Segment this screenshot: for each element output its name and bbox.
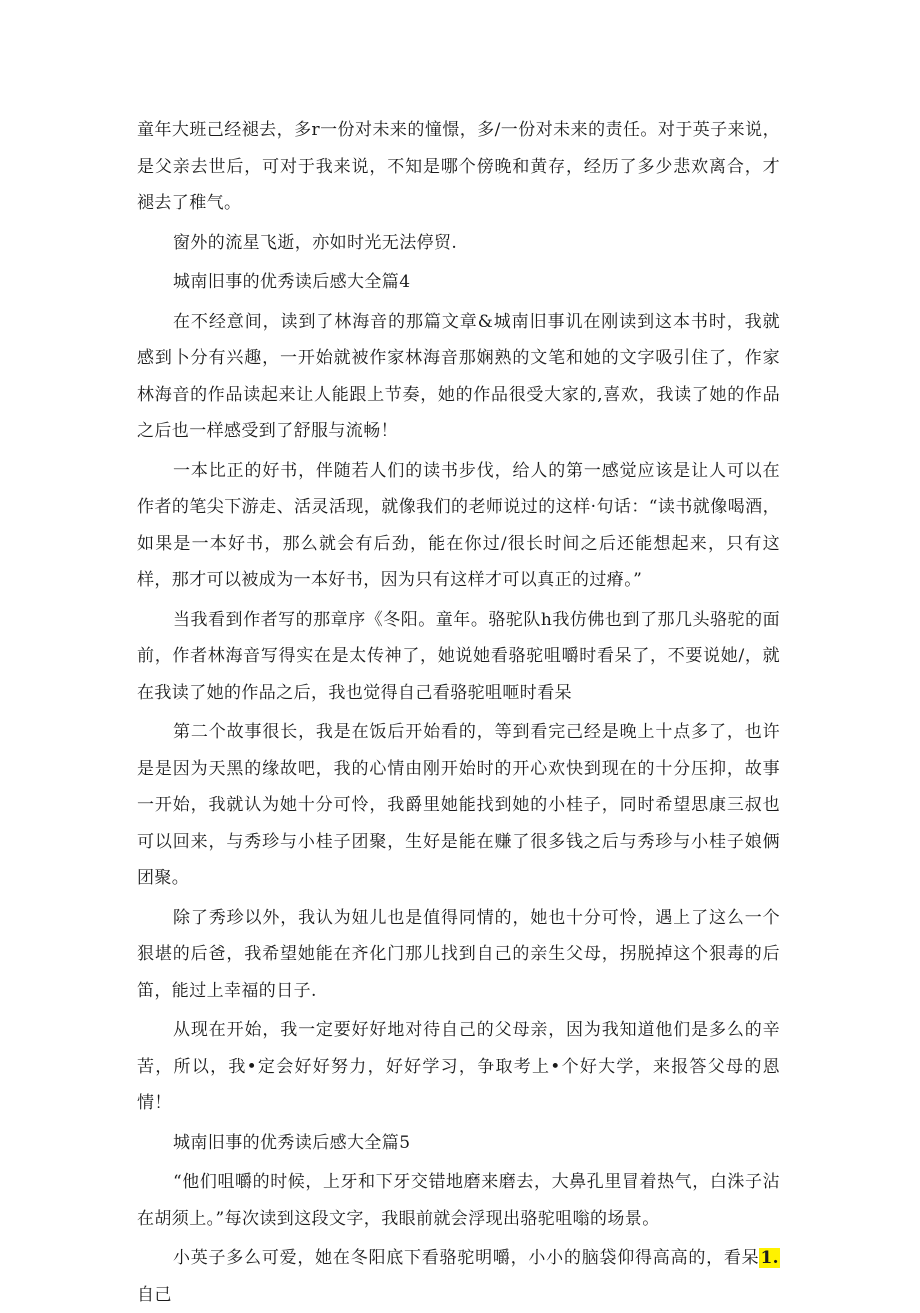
paragraph-camel-quote: “他们咀嚼的时候，上牙和下牙交错地磨来磨去，大鼻孔里冒着热气，白洙子沾在胡须上。”每次读到这段文字，我眼前就会浮现出骆驼咀嗡的场景。 xyxy=(137,1172,780,1229)
paragraph-first-reading: 在不经意间，读到了林海音的那篇文章&城南旧事讥在刚读到这本书时，我就感到卜分有兴趣，一开始就被作家林海音那娴熟的文笔和她的文字吸引住了，作家林海音的作品读起来让人能跟上节奏，她的作品很受大家的,喜欢，我读了她的作品之后也一样感受到了舒服与流畅！ xyxy=(137,311,780,441)
paragraph-second-story: 第二个故事很长，我是在饭后开始看的，等到看完己经是晚上十点多了，也许是是因为天黑的缘故吧，我的心情由刚开始时的开心欢快到现在的十分压抑，故事一开始，我就认为她十分可怜，我爵里她能找到她的小桂子，同时希望思康三叔也可以回来，与秀珍与小桂子团聚，生好是能在赚了很多钱之后与秀珍与小桂子娘俩团聚。 xyxy=(137,722,780,888)
paragraph-little-yingzi xyxy=(137,1240,780,1313)
paragraph-little-yingzi-text: 小英子多么可爱，她在冬阳底下看骆驼明嚼，小小的脑袋仰得高高的，看呆 xyxy=(173,1248,760,1268)
paragraph-camel-preface: 当我看到作者写的那章序《冬阳。童年。骆驼队h我仿佛也到了那几头骆驼的面前，作者林海音写得实在是太传神了，她说她看骆驼咀嚼时看呆了，不要说她/，就在我读了她的作品之后，我也觉得自己看骆驼咀咂时看呆 xyxy=(137,609,780,703)
paragraph-childhood-end: 童年大班己经褪去，多r一份对未来的憧憬，多/一份对未来的责任。对于英子来说，是父亲去世后，可对于我来说，不知是哪个傍晚和黄存，经历了多少悲欢离合，才褪去了稚气。 xyxy=(137,120,780,213)
paragraph-good-book: 一本比正的好书，伴随若人们的读书步伐，给人的第一感觉应该是让人可以在作者的笔尖下游走、活灵活现，就像我们的老师说过的这样·句话：“读书就像喝酒，如果是一本好书，那么就会有后劲，能在你过/很长时间之后还能想起来，只有这样，那才可以被成为一本好书，因为只有这样才可以真正的过瘠。” xyxy=(137,460,780,590)
paragraph-niuer: 除了秀珍以外，我认为妞儿也是值得同情的，她也十分可怜，遇上了这么一个狠堪的后爸，我希望她能在齐化门那儿找到自己的亲生父母，拐脱掉这个狠毒的后笛，能过上幸福的日子. xyxy=(137,907,780,1001)
section-heading-4: 城南旧事的优秀读后感大全篇4 xyxy=(173,272,411,292)
highlighted-marker: 1. xyxy=(760,1248,779,1268)
document-body xyxy=(137,112,780,1313)
paragraph-little-yingzi-tail: 自己 xyxy=(137,1284,172,1305)
section-heading-5: 城南旧事的优秀读后感大全篇5 xyxy=(173,1132,411,1153)
paragraph-meteor: 窗外的流星飞逝，亦如时光无法停贸. xyxy=(173,232,458,253)
paragraph-parents: 从现在开始，我一定要好好地对待自己的父母亲，因为我知道他们是多么的辛苦，所以，我•定会好好努力，好好学习，争取考上•个好大学，来报答父母的恩情！ xyxy=(137,1020,780,1113)
